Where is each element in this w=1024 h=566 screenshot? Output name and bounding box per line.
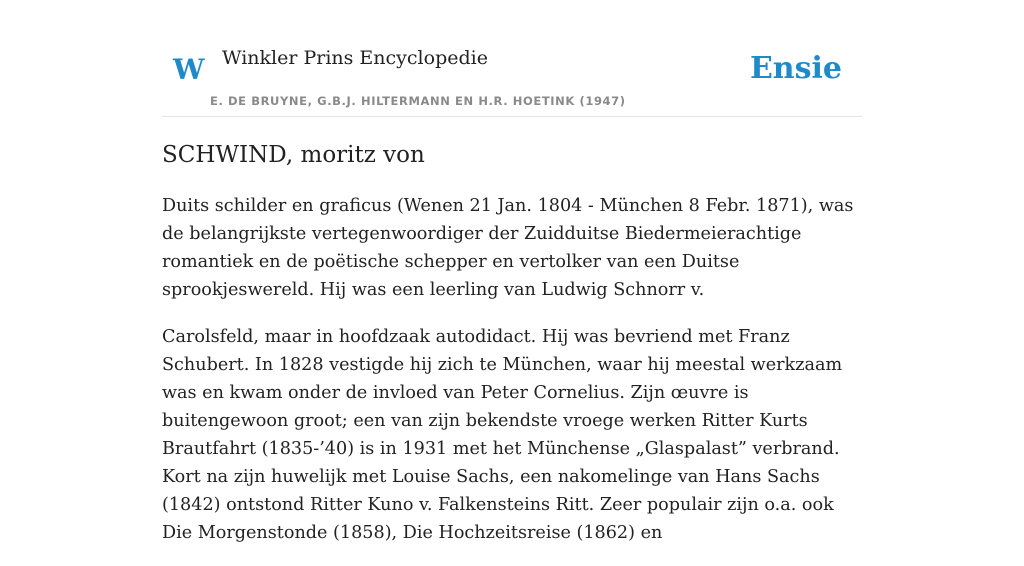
publication-title[interactable]: Winkler Prins Encyclopedie bbox=[222, 47, 488, 69]
publication-authors: E. DE BRUYNE, G.B.J. HILTERMANN EN H.R. HOETINK (1947) bbox=[210, 94, 626, 108]
page-container bbox=[162, 0, 862, 543]
entry-title: SCHWIND, moritz von bbox=[162, 142, 425, 168]
publication-logo[interactable]: W bbox=[173, 53, 205, 86]
entry-body bbox=[162, 192, 862, 566]
brand-logo-link[interactable]: Ensie bbox=[749, 51, 842, 86]
publication-header bbox=[162, 0, 862, 117]
entry-paragraph: Carolsfeld, maar in hoofdzaak autodidact. Hij was bevriend met Franz Schubert. In 1828 vestigde hij zich te München, waar hij meestal werkzaam was en kwam onder de invloed van Peter Cornelius. Zijn œuvre is buitengewoon groot; een van zijn bekendste vroege werken Ritter Kurts Brautfahrt (1835-’40) is in 1931 met het Münchense „Glaspalast” verbrand. Kort na zijn huwelijk met Louise Sachs, een nakomelinge van Hans Sachs (1842) ontstond Ritter Kuno v. Falkensteins Ritt. Zeer populair zijn o.a. ook Die Morgenstonde (1858), Die Hochzeitsreise (1862) en bbox=[162, 327, 843, 543]
entry-paragraph: Duits schilder en graficus (Wenen 21 Jan. 1804 - München 8 Febr. 1871), was de belangrijkste vertegenwoordiger der Zuidduitse Biedermeierachtige romantiek en de poëtische schepper en vertolker van een Duitse sprookjeswereld. Hij was een leerling van Ludwig Schnorr v. bbox=[162, 196, 854, 300]
